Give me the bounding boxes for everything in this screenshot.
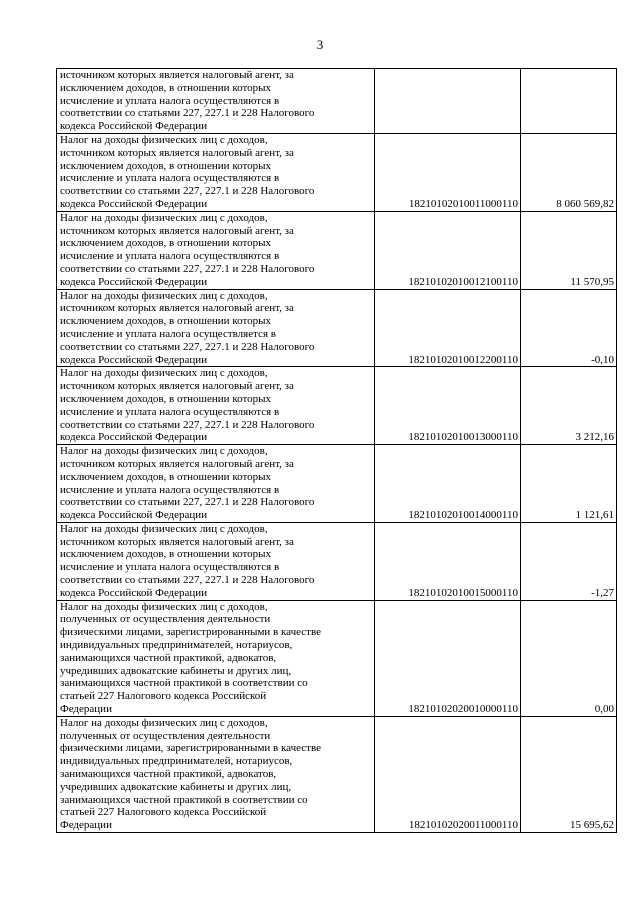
budget-code-cell: 18210102010015000110 bbox=[375, 522, 521, 600]
income-name-cell: Налог на доходы физических лиц с доходов, источником которых является налоговый агент, за исключением доходов, в отношении которых исчисление и уплата налога осуществляются в соответствии со статьями 227, 227.1 и 228 Налогового кодекса Российской Федерации bbox=[57, 211, 375, 289]
income-name-cell: Налог на доходы физических лиц с доходов, источником которых является налоговый агент, за исключением доходов, в отношении которых исчисление и уплата налога осуществляются в соответствии со статьями 227, 227.1 и 228 Налогового кодекса Российской Федерации bbox=[57, 367, 375, 445]
budget-code-cell: 18210102010011000110 bbox=[375, 133, 521, 211]
revenue-table bbox=[56, 68, 617, 833]
table-row bbox=[57, 522, 617, 600]
table-row bbox=[57, 133, 617, 211]
table-row bbox=[57, 600, 617, 716]
income-name-cell: Налог на доходы физических лиц с доходов, полученных от осуществления деятельности физическими лицами, зарегистрированными в качестве индивидуальных предпринимателей, нотариусов, занимающихся частной практикой, адвокатов, учредивших адвокатские кабинеты и других лиц, занимающихся частной практикой в соответствии со статьей 227 Налогового кодекса Российской Федерации bbox=[57, 716, 375, 832]
income-name-cell: источником которых является налоговый агент, за исключением доходов, в отношении которых исчисление и уплата налога осуществляются в соответствии со статьями 227, 227.1 и 228 Налогового кодекса Российской Федерации bbox=[57, 69, 375, 134]
amount-cell: -0,10 bbox=[521, 289, 617, 367]
budget-code-cell bbox=[375, 69, 521, 134]
amount-cell: 15 695,62 bbox=[521, 716, 617, 832]
amount-cell: 8 060 569,82 bbox=[521, 133, 617, 211]
page-number: 3 bbox=[316, 37, 324, 52]
table-row bbox=[57, 716, 617, 832]
income-name-cell: Налог на доходы физических лиц с доходов, источником которых является налоговый агент, за исключением доходов, в отношении которых исчисление и уплата налога осуществляется в соответствии со статьями 227, 227.1 и 228 Налогового кодекса Российской Федерации bbox=[57, 289, 375, 367]
budget-code-cell: 18210102010012100110 bbox=[375, 211, 521, 289]
revenue-table-body bbox=[57, 69, 617, 833]
amount-cell: -1,27 bbox=[521, 522, 617, 600]
income-name-cell: Налог на доходы физических лиц с доходов, источником которых является налоговый агент, за исключением доходов, в отношении которых исчисление и уплата налога осуществляются в соответствии со статьями 227, 227.1 и 228 Налогового кодекса Российской Федерации bbox=[57, 133, 375, 211]
budget-code-cell: 18210102020011000110 bbox=[375, 716, 521, 832]
budget-code-cell: 18210102010012200110 bbox=[375, 289, 521, 367]
income-name-cell: Налог на доходы физических лиц с доходов, источником которых является налоговый агент, за исключением доходов, в отношении которых исчисление и уплата налога осуществляются в соответствии со статьями 227, 227.1 и 228 Налогового кодекса Российской Федерации bbox=[57, 445, 375, 523]
income-name-cell: Налог на доходы физических лиц с доходов, полученных от осуществления деятельности физическими лицами, зарегистрированными в качестве индивидуальных предпринимателей, нотариусов, занимающихся частной практикой, адвокатов, учредивших адвокатские кабинеты и других лиц, занимающихся частной практикой в соответствии со статьей 227 Налогового кодекса Российской Федерации bbox=[57, 600, 375, 716]
amount-cell: 11 570,95 bbox=[521, 211, 617, 289]
amount-cell: 0,00 bbox=[521, 600, 617, 716]
table-row bbox=[57, 367, 617, 445]
budget-code-cell: 18210102020010000110 bbox=[375, 600, 521, 716]
income-name-cell: Налог на доходы физических лиц с доходов, источником которых является налоговый агент, за исключением доходов, в отношении которых исчисление и уплата налога осуществляются в соответствии со статьями 227, 227.1 и 228 Налогового кодекса Российской Федерации bbox=[57, 522, 375, 600]
budget-code-cell: 18210102010013000110 bbox=[375, 367, 521, 445]
amount-cell bbox=[521, 69, 617, 134]
table-row bbox=[57, 69, 617, 134]
amount-cell: 3 212,16 bbox=[521, 367, 617, 445]
table-row bbox=[57, 211, 617, 289]
table-row bbox=[57, 289, 617, 367]
amount-cell: 1 121,61 bbox=[521, 445, 617, 523]
table-row bbox=[57, 445, 617, 523]
budget-code-cell: 18210102010014000110 bbox=[375, 445, 521, 523]
